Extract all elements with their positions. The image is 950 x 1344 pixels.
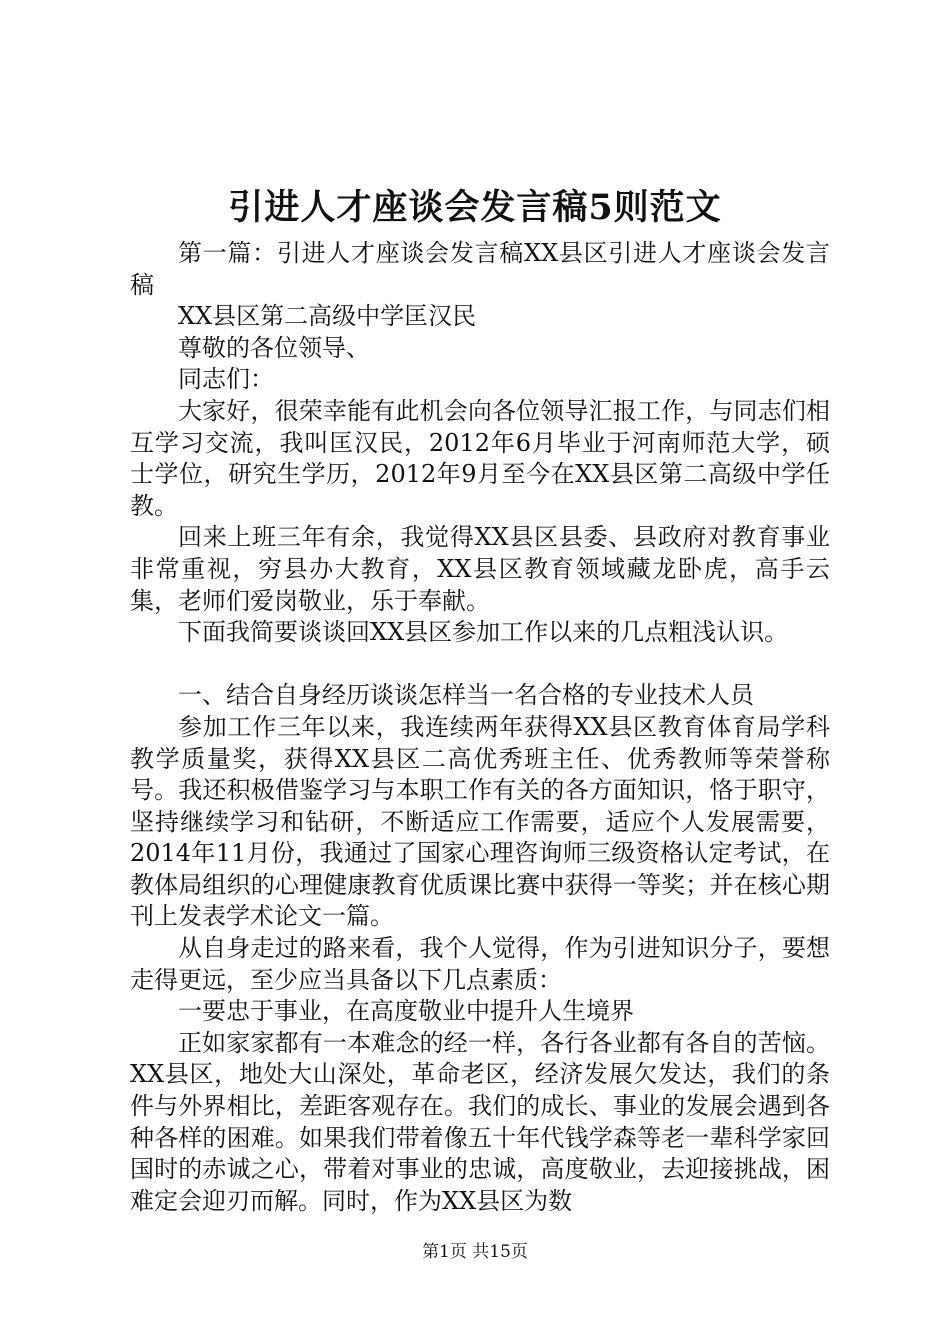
paragraph: XX县区第二高级中学匡汉民 (178, 302, 477, 331)
paragraph: 第一篇：引进人才座谈会发言稿XX县区引进人才座谈会发言稿 (130, 239, 830, 299)
paragraph: 回来上班三年有余，我觉得XX县区县委、县政府对教育事业非常重视，穷县办大教育，XX县区教育领域藏龙卧虎，高手云集，老师们爱岗敬业，乐于奉献。 (130, 523, 830, 615)
paragraph: 下面我简要谈谈回XX县区参加工作以来的几点粗浅认识。 (178, 618, 789, 647)
page-footer: 第1页 共15页 (422, 1242, 528, 1262)
subheading: 一要忠于事业，在高度敬业中提升人生境界 (178, 997, 634, 1026)
blank-line (130, 649, 830, 681)
document-title: 引进人才座谈会发言稿5则范文 (228, 187, 722, 228)
paragraph: 参加工作三年以来，我连续两年获得XX县区教育体育局学科教学质量奖，获得XX县区二高优秀班主任、优秀教师等荣誉称号。我还积极借鉴学习与本职工作有关的各方面知识，恪于职守，坚持继续学习和钻研，不断适应工作需要，适应个人发展需要，2014年11月份，我通过了国家心理咨询师三级资格认定考试，在教体局组织的心理健康教育优质课比赛中获得一等奖；并在核心期刊上发表学术论文一篇。 (130, 712, 830, 931)
paragraph: 同志们： (178, 365, 274, 394)
section-heading: 一、结合自身经历谈谈怎样当一名合格的专业技术人员 (178, 681, 754, 710)
paragraph: 正如家家都有一本难念的经一样，各行各业都有各自的苦恼。XX县区，地处大山深处，革命老区，经济发展欠发达，我们的条件与外界相比，差距客观存在。我们的成长、事业的发展会遇到各种各样的困难。如果我们带着像五十年代钱学森等老一辈科学家回国时的赤诚之心，带着对事业的忠诚，高度敬业，去迎接挑战，困难定会迎刃而解。同时，作为XX县区为数 (130, 1028, 830, 1215)
paragraph: 从自身走过的路来看，我个人觉得，作为引进知识分子，要想走得更远，至少应当具备以下几点素质： (130, 934, 830, 994)
paragraph: 大家好，很荣幸能有此机会向各位领导汇报工作，与同志们相互学习交流，我叫匡汉民，2012年6月毕业于河南师范大学，硕士学位，研究生学历，2012年9月至今在XX县区第二高级中学任教。 (130, 396, 830, 520)
paragraph: 尊敬的各位领导、 (178, 333, 370, 362)
document-body (130, 238, 830, 1217)
